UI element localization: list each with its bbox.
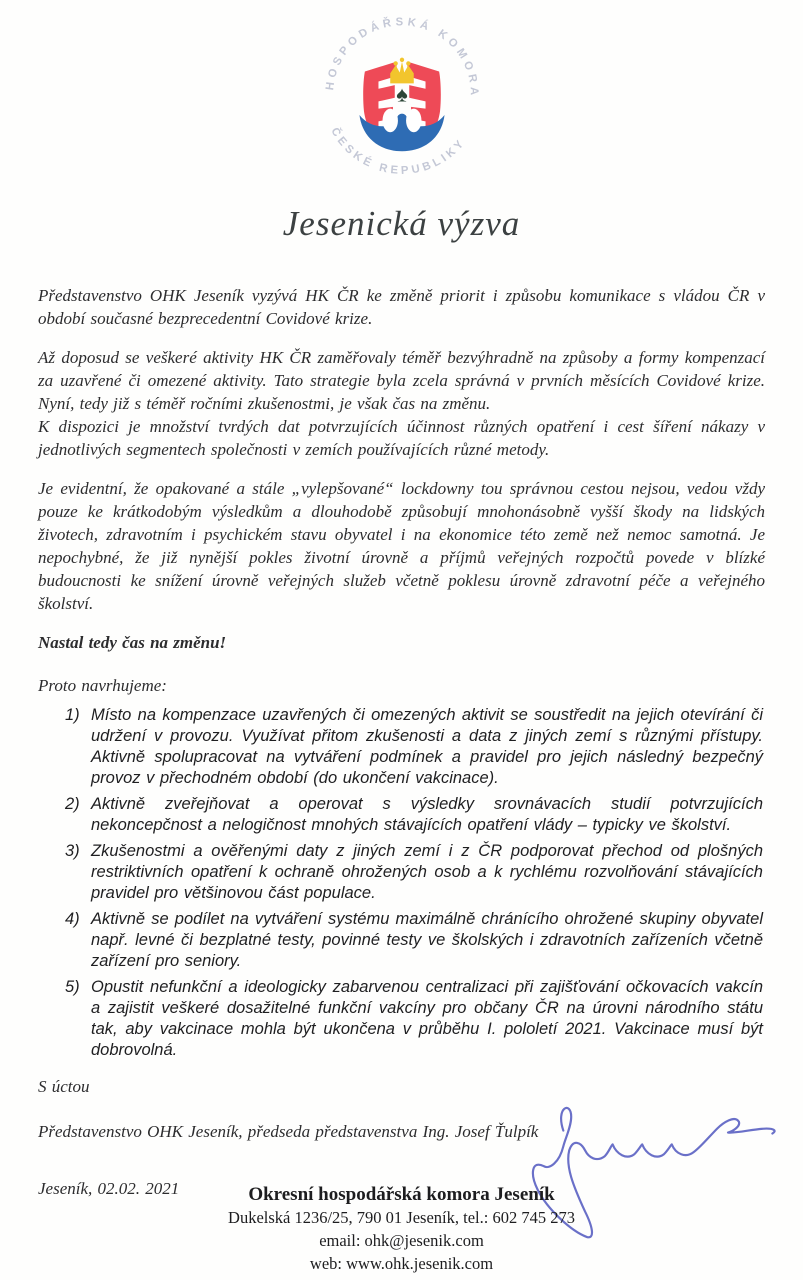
list-item-number: 5)	[65, 978, 80, 996]
letter-body	[38, 284, 765, 1200]
list-item	[38, 705, 765, 789]
footer-org-name: Okresní hospodářská komora Jeseník	[248, 1184, 555, 1205]
list-item-text: Opustit nefunkční a ideologicky zabarvenou centralizaci při zajišťování očkovacích vakcín a zajistit veškeré dosažitelné funkční vakcíny pro občany ČR na úrovni národního státu tak, aby vakcinace mohla být ukončena v průběhu I. pololetí 2021. Vakcinace musí být dobrovolná.	[91, 978, 763, 1059]
emphasis-line: Nastal tedy čas na změnu!	[38, 633, 227, 652]
list-item	[38, 794, 765, 836]
list-item-number: 4)	[65, 910, 80, 928]
list-item-text: Aktivně se podílet na vytváření systému maximálně chránícího ohrožené skupiny obyvatel např. levné či bezplatné testy, povinné testy ve školských i zdravotních zařízeních včetně zařízení pro seniory.	[91, 910, 763, 970]
place-date: Jeseník, 02.02. 2021	[38, 1179, 180, 1198]
signatory-text: Představenstvo OHK Jeseník, předseda představenstva Ing. Josef Ťulpík	[38, 1122, 539, 1141]
list-item-text: Aktivně zveřejňovat a operovat s výsledky srovnávacích studií potvrzujících nekoncepčnost a nelogičnost mnohých stávajících opatření vlády – typicky ve školství.	[91, 795, 763, 834]
paragraph-intro: Představenstvo OHK Jeseník vyzývá HK ČR ke změně priorit i způsobu komunikace s vládou ČR v období současné bezprecedentní Covidové krize.	[38, 286, 765, 328]
logo-ring-text-top: HOSPODÁŘSKÁ KOMORA	[323, 16, 480, 100]
list-item-text: Zkušenostmi a ověřenými daty z jiných zemí i z ČR podporovat přechod od plošných restriktivních opatření k ochraně ohrožených osob a k rychlému rozvolňování stávajících pravidel pro většinovou část populace.	[91, 842, 763, 902]
footer-address: Dukelská 1236/25, 790 01 Jeseník, tel.: 602 745 273	[228, 1208, 575, 1227]
proposal-list	[38, 705, 765, 1061]
list-item-number: 3)	[65, 842, 80, 860]
logo-ring-text-bottom: ČESKÉ REPUBLIKY	[327, 125, 468, 178]
list-item	[38, 909, 765, 972]
chamber-logo	[311, 10, 493, 182]
paragraph-lockdowns: Je evidentní, že opakované a stále „vylepšované“ lockdowny tou správnou cestou nejsou, vedou vždy pouze ke krátkodobým výsledkům a dlouhodobě způsobují mnohonásobně vyšší škody na lidských životech, zdravotním i psychickém stavu obyvatel i na ekonomice této země než nemoc samotná. Je nepochybné, že již nynější pokles životní úrovně a příjmů veřejných rozpočtů povede v blízké budoucnosti ke snížení úrovně veřejných služeb včetně poklesu úrovně zdravotní péče a veřejného školství.	[38, 479, 765, 613]
paw-right-shape	[406, 109, 421, 133]
footer-email: email: ohk@jesenik.com	[319, 1231, 484, 1250]
paragraph-data: K dispozici je množství tvrdých dat potvrzujících účinnost různých opatření i cest šíření nákazy v jednotlivých segmentech společnosti v zemích používajících různé metody.	[38, 417, 765, 459]
list-item-number: 1)	[65, 706, 80, 724]
footer-web: web: www.ohk.jesenik.com	[309, 1254, 494, 1273]
letterhead-footer	[0, 1184, 803, 1275]
proposal-intro: Proto navrhujeme:	[38, 676, 167, 695]
lion-emblem	[359, 58, 444, 152]
salutation: S úctou	[38, 1077, 90, 1096]
list-item	[38, 977, 765, 1061]
paragraph-activities: Až doposud se veškeré aktivity HK ČR zaměřovaly téměř bezvýhradně na způsoby a formy kompenzací za uzavřené či omezené aktivity. Tato strategie byla zcela správná v prvních měsících Covidové krize. Nyní, tedy již s téměř ročními zkušenostmi, je však čas na změnu.	[38, 348, 765, 413]
page-title: Jesenická výzva	[282, 204, 521, 243]
list-item-number: 2)	[65, 795, 80, 813]
blue-knob-shape	[397, 114, 407, 124]
list-item-text: Místo na kompenzace uzavřených či omezených aktivit se soustředit na jejich otevírání či udržení v provozu. Využívat přitom zkušenosti a data z jiných zemí s různými přístupy. Aktivně spolupracovat na vytváření podmínek a pravidel pro jejich následný bezpečný provoz v přechodném období (do ukončení vakcinace).	[91, 706, 763, 787]
spade-icon: ♠	[395, 82, 408, 107]
crown-icon	[390, 58, 414, 84]
signatory-line	[38, 1120, 765, 1143]
list-item	[38, 841, 765, 904]
paw-left-shape	[382, 109, 397, 133]
